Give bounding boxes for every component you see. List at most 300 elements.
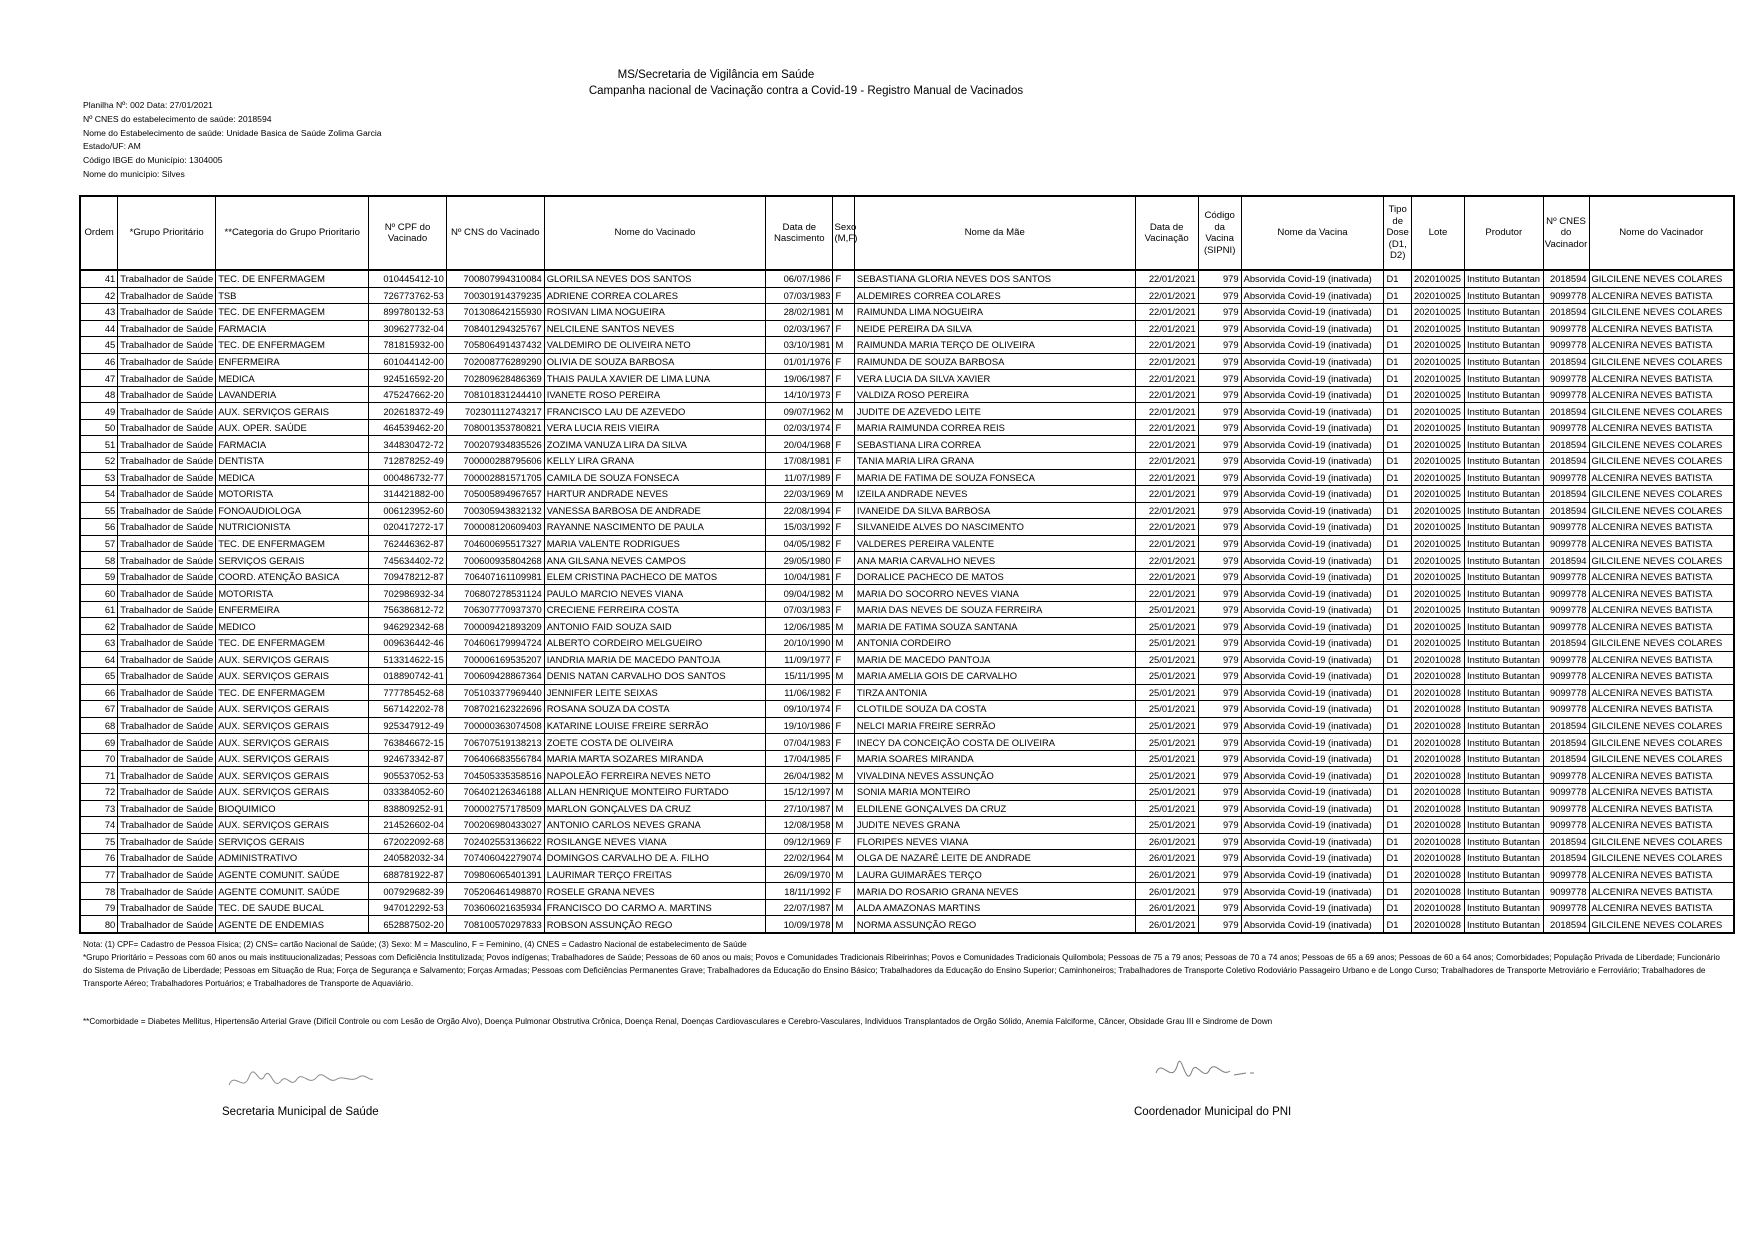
cell-tipo-dose: D1 bbox=[1384, 585, 1412, 602]
cell-cnes-vacinador: 9099778 bbox=[1543, 767, 1589, 784]
cell-cnes-vacinador: 9099778 bbox=[1543, 535, 1589, 552]
table-row bbox=[80, 883, 1734, 900]
col-nome-vacinador: Nome do Vacinador bbox=[1589, 196, 1734, 270]
cell-lote: 202010025 bbox=[1411, 270, 1464, 287]
cell-produtor: Instituto Butantan bbox=[1465, 734, 1544, 751]
cell-nascimento: 09/12/1969 bbox=[766, 833, 833, 850]
cell-nome-vacina: Absorvida Covid-19 (inativada) bbox=[1241, 320, 1384, 337]
cell-codigo-vacina: 979 bbox=[1198, 419, 1241, 436]
cell-nome-vacinado: ANTONIO FAID SOUZA SAID bbox=[544, 618, 765, 635]
col-cnes-vacinador: Nº CNES do Vacinador bbox=[1543, 196, 1589, 270]
cell-grupo: Trabalhador de Saúde bbox=[118, 552, 216, 569]
cell-lote: 202010025 bbox=[1411, 370, 1464, 387]
cell-tipo-dose: D1 bbox=[1384, 453, 1412, 470]
cell-sexo: M bbox=[833, 899, 854, 916]
cell-cns: 705005894967657 bbox=[446, 486, 544, 503]
cell-nascimento: 28/02/1981 bbox=[766, 304, 833, 321]
cell-nome-mae: OLGA DE NAZARÉ LEITE DE ANDRADE bbox=[854, 850, 1135, 867]
cell-produtor: Instituto Butantan bbox=[1465, 684, 1544, 701]
cell-nome-vacina: Absorvida Covid-19 (inativada) bbox=[1241, 717, 1384, 734]
cell-produtor: Instituto Butantan bbox=[1465, 916, 1544, 933]
cell-cns: 708100570297833 bbox=[446, 916, 544, 933]
cell-nascimento: 07/03/1983 bbox=[766, 601, 833, 618]
cell-nome-vacina: Absorvida Covid-19 (inativada) bbox=[1241, 800, 1384, 817]
cell-nascimento: 09/07/1962 bbox=[766, 403, 833, 420]
cell-cns: 708001353780821 bbox=[446, 419, 544, 436]
cell-ordem: 65 bbox=[80, 668, 118, 685]
cell-nome-vacina: Absorvida Covid-19 (inativada) bbox=[1241, 304, 1384, 321]
cell-ordem: 46 bbox=[80, 353, 118, 370]
cell-lote: 202010028 bbox=[1411, 866, 1464, 883]
cell-cpf: 762446362-87 bbox=[369, 535, 447, 552]
table-row bbox=[80, 601, 1734, 618]
cell-lote: 202010028 bbox=[1411, 899, 1464, 916]
cell-cpf: 567142202-78 bbox=[369, 701, 447, 718]
cell-nascimento: 20/04/1968 bbox=[766, 436, 833, 453]
cell-grupo: Trabalhador de Saúde bbox=[118, 568, 216, 585]
cell-cns: 706307770937370 bbox=[446, 601, 544, 618]
cell-categoria: MOTORISTA bbox=[216, 486, 369, 503]
cell-nome-vacinado: ROSANA SOUZA DA COSTA bbox=[544, 701, 765, 718]
cell-nome-mae: SONIA MARIA MONTEIRO bbox=[854, 783, 1135, 800]
cell-data-vacinacao: 25/01/2021 bbox=[1135, 817, 1198, 834]
cell-nome-vacinado: MARIA MARTA SOZARES MIRANDA bbox=[544, 750, 765, 767]
cell-nome-mae: RAIMUNDA DE SOUZA BARBOSA bbox=[854, 353, 1135, 370]
table-row bbox=[80, 436, 1734, 453]
cell-cpf: 726773762-53 bbox=[369, 287, 447, 304]
cell-categoria: SERVIÇOS GERAIS bbox=[216, 833, 369, 850]
cell-ordem: 42 bbox=[80, 287, 118, 304]
cell-cnes-vacinador: 9099778 bbox=[1543, 601, 1589, 618]
cell-data-vacinacao: 22/01/2021 bbox=[1135, 270, 1198, 287]
signature-right-image bbox=[1150, 1053, 1260, 1093]
cell-ordem: 80 bbox=[80, 916, 118, 933]
cell-grupo: Trabalhador de Saúde bbox=[118, 585, 216, 602]
cell-nome-vacinador: GILCILENE NEVES COLARES bbox=[1589, 304, 1734, 321]
cell-nome-vacinador: ALCENIRA NEVES BATISTA bbox=[1589, 287, 1734, 304]
table-row bbox=[80, 916, 1734, 933]
cell-nome-vacina: Absorvida Covid-19 (inativada) bbox=[1241, 668, 1384, 685]
table-row bbox=[80, 701, 1734, 718]
cell-grupo: Trabalhador de Saúde bbox=[118, 750, 216, 767]
cell-nome-vacina: Absorvida Covid-19 (inativada) bbox=[1241, 419, 1384, 436]
cell-cpf: 924516592-20 bbox=[369, 370, 447, 387]
table-row bbox=[80, 833, 1734, 850]
cell-nome-vacinador: ALCENIRA NEVES BATISTA bbox=[1589, 386, 1734, 403]
cell-nome-vacinado: ALLAN HENRIQUE MONTEIRO FURTADO bbox=[544, 783, 765, 800]
cell-ordem: 47 bbox=[80, 370, 118, 387]
cell-nascimento: 17/04/1985 bbox=[766, 750, 833, 767]
cell-grupo: Trabalhador de Saúde bbox=[118, 850, 216, 867]
cell-produtor: Instituto Butantan bbox=[1465, 800, 1544, 817]
note-grupo-prioritario: *Grupo Prioritário = Pessoas com 60 anos ou mais instituucionalizadas; Pessoas com Deficiência Institulizada; Povos indígenas; Trabalhadores de Saúde; Pessoas de 60 anos ou mais; Povos e Comunidades Tradicionais Ribeirinhas; Povos e Comunidades Tradicionais Quilombola; Pessoas de 75 a 79 anos; Pessoas de 70 a 74 anos; Pessoas de 65 a 69 anos; Pessoas de 60 a 64 anos; Comorbidades; População Privada de Liberdade; Funcionário do Sistema de Privação de Liberdade; Pessoas em Situação de Rua; Força de Segurança e Salvamento; Forças Armadas; Pessoas com Deficiências Permanentes Grave; Trabalhadores da Educação do Ensino Básico; Trabalhadores da Educação do Ensino Superior; Caminhoneiros; Trabalhadores de Transporte Coletivo Rodoviário Passageiro Urbano e de Longo Curso; Trabalhadores de Transporte Metroviário e Ferroviário; Trabalhadores de Transporte Aéreo; Trabalhadores Portuários; e Trabalhadores de Transporte de Aquaviário. bbox=[83, 953, 1720, 988]
cell-cnes-vacinador: 9099778 bbox=[1543, 800, 1589, 817]
cell-grupo: Trabalhador de Saúde bbox=[118, 287, 216, 304]
cell-nascimento: 01/01/1976 bbox=[766, 353, 833, 370]
cell-categoria: AGENTE DE ENDEMIAS bbox=[216, 916, 369, 933]
cell-nome-vacinador: ALCENIRA NEVES BATISTA bbox=[1589, 899, 1734, 916]
cell-nascimento: 02/03/1967 bbox=[766, 320, 833, 337]
cell-tipo-dose: D1 bbox=[1384, 469, 1412, 486]
vaccination-table bbox=[79, 195, 1735, 934]
col-nome-vacina: Nome da Vacina bbox=[1241, 196, 1384, 270]
cell-tipo-dose: D1 bbox=[1384, 817, 1412, 834]
cell-sexo: F bbox=[833, 833, 854, 850]
cell-ordem: 58 bbox=[80, 552, 118, 569]
cell-cns: 700002757178509 bbox=[446, 800, 544, 817]
cell-nome-mae: JUDITE NEVES GRANA bbox=[854, 817, 1135, 834]
cell-cns: 700002881571705 bbox=[446, 469, 544, 486]
cell-nome-vacinado: JENNIFER LEITE SEIXAS bbox=[544, 684, 765, 701]
cell-ordem: 49 bbox=[80, 403, 118, 420]
cell-codigo-vacina: 979 bbox=[1198, 337, 1241, 354]
cell-ordem: 66 bbox=[80, 684, 118, 701]
cell-nome-vacinado: IANDRIA MARIA DE MACEDO PANTOJA bbox=[544, 651, 765, 668]
col-produtor: Produtor bbox=[1465, 196, 1544, 270]
cell-nome-vacinador: ALCENIRA NEVES BATISTA bbox=[1589, 817, 1734, 834]
cell-lote: 202010025 bbox=[1411, 635, 1464, 652]
signature-left-image bbox=[225, 1063, 375, 1097]
cell-nome-vacinado: LAURIMAR TERÇO FREITAS bbox=[544, 866, 765, 883]
cell-sexo: M bbox=[833, 817, 854, 834]
cell-cpf: 709478212-87 bbox=[369, 568, 447, 585]
cell-data-vacinacao: 22/01/2021 bbox=[1135, 486, 1198, 503]
cell-cnes-vacinador: 9099778 bbox=[1543, 783, 1589, 800]
cell-nome-vacinado: ZOZIMA VANUZA LIRA DA SILVA bbox=[544, 436, 765, 453]
cell-cnes-vacinador: 9099778 bbox=[1543, 337, 1589, 354]
cell-categoria: AUX. SERVIÇOS GERAIS bbox=[216, 651, 369, 668]
cell-produtor: Instituto Butantan bbox=[1465, 436, 1544, 453]
cell-nome-vacina: Absorvida Covid-19 (inativada) bbox=[1241, 502, 1384, 519]
cell-nome-mae: DORALICE PACHECO DE MATOS bbox=[854, 568, 1135, 585]
cell-nome-vacinado: CAMILA DE SOUZA FONSECA bbox=[544, 469, 765, 486]
cell-cnes-vacinador: 9099778 bbox=[1543, 320, 1589, 337]
cell-lote: 202010025 bbox=[1411, 320, 1464, 337]
cell-produtor: Instituto Butantan bbox=[1465, 750, 1544, 767]
cell-nome-vacina: Absorvida Covid-19 (inativada) bbox=[1241, 916, 1384, 933]
cell-grupo: Trabalhador de Saúde bbox=[118, 883, 216, 900]
cell-sexo: F bbox=[833, 453, 854, 470]
cell-categoria: MEDICO bbox=[216, 618, 369, 635]
cell-produtor: Instituto Butantan bbox=[1465, 833, 1544, 850]
cell-nome-vacinado: FRANCISCO DO CARMO A. MARTINS bbox=[544, 899, 765, 916]
cell-produtor: Instituto Butantan bbox=[1465, 353, 1544, 370]
cell-nascimento: 09/10/1974 bbox=[766, 701, 833, 718]
cell-codigo-vacina: 979 bbox=[1198, 734, 1241, 751]
cell-tipo-dose: D1 bbox=[1384, 783, 1412, 800]
cell-cpf: 309627732-04 bbox=[369, 320, 447, 337]
col-grupo: *Grupo Prioritário bbox=[118, 196, 216, 270]
cell-produtor: Instituto Butantan bbox=[1465, 783, 1544, 800]
cell-data-vacinacao: 22/01/2021 bbox=[1135, 287, 1198, 304]
cell-lote: 202010025 bbox=[1411, 337, 1464, 354]
cell-data-vacinacao: 22/01/2021 bbox=[1135, 552, 1198, 569]
cell-nome-vacinador: ALCENIRA NEVES BATISTA bbox=[1589, 866, 1734, 883]
cell-nome-vacinador: GILCILENE NEVES COLARES bbox=[1589, 916, 1734, 933]
cell-lote: 202010028 bbox=[1411, 817, 1464, 834]
cell-cnes-vacinador: 9099778 bbox=[1543, 701, 1589, 718]
cell-categoria: AGENTE COMUNIT. SAÚDE bbox=[216, 866, 369, 883]
cell-data-vacinacao: 25/01/2021 bbox=[1135, 800, 1198, 817]
cell-nascimento: 07/03/1983 bbox=[766, 287, 833, 304]
cell-cnes-vacinador: 9099778 bbox=[1543, 386, 1589, 403]
cell-data-vacinacao: 25/01/2021 bbox=[1135, 734, 1198, 751]
cell-nome-mae: INECY DA CONCEIÇÃO COSTA DE OLIVEIRA bbox=[854, 734, 1135, 751]
cell-nome-vacinador: ALCENIRA NEVES BATISTA bbox=[1589, 370, 1734, 387]
col-sexo: Sexo (M,F) bbox=[833, 196, 854, 270]
header-line-2: Campanha nacional de Vacinação contra a Covid-19 - Registro Manual de Vacinados bbox=[588, 85, 1024, 97]
cell-produtor: Instituto Butantan bbox=[1465, 817, 1544, 834]
cell-grupo: Trabalhador de Saúde bbox=[118, 899, 216, 916]
cell-produtor: Instituto Butantan bbox=[1465, 386, 1544, 403]
cell-grupo: Trabalhador de Saúde bbox=[118, 270, 216, 287]
cell-tipo-dose: D1 bbox=[1384, 287, 1412, 304]
cell-tipo-dose: D1 bbox=[1384, 486, 1412, 503]
cell-cns: 701308642155930 bbox=[446, 304, 544, 321]
cell-codigo-vacina: 979 bbox=[1198, 717, 1241, 734]
cell-codigo-vacina: 979 bbox=[1198, 552, 1241, 569]
cell-cpf: 899780132-53 bbox=[369, 304, 447, 321]
table-row bbox=[80, 287, 1734, 304]
cell-nome-mae: MARIA DO ROSARIO GRANA NEVES bbox=[854, 883, 1135, 900]
cell-nome-vacina: Absorvida Covid-19 (inativada) bbox=[1241, 519, 1384, 536]
cell-lote: 202010025 bbox=[1411, 535, 1464, 552]
cell-nascimento: 29/05/1980 bbox=[766, 552, 833, 569]
cell-sexo: M bbox=[833, 767, 854, 784]
cell-nome-vacinado: VERA LUCIA REIS VIEIRA bbox=[544, 419, 765, 436]
cell-cns: 704606179994724 bbox=[446, 635, 544, 652]
cell-grupo: Trabalhador de Saúde bbox=[118, 436, 216, 453]
cell-cns: 700009421893209 bbox=[446, 618, 544, 635]
cell-produtor: Instituto Butantan bbox=[1465, 883, 1544, 900]
cell-nome-vacinador: GILCILENE NEVES COLARES bbox=[1589, 750, 1734, 767]
cell-sexo: M bbox=[833, 635, 854, 652]
cell-categoria: FONOAUDIOLOGA bbox=[216, 502, 369, 519]
cell-nome-vacina: Absorvida Covid-19 (inativada) bbox=[1241, 453, 1384, 470]
cell-sexo: M bbox=[833, 486, 854, 503]
cell-cns: 706407161109981 bbox=[446, 568, 544, 585]
cell-nome-vacina: Absorvida Covid-19 (inativada) bbox=[1241, 783, 1384, 800]
cell-nome-vacina: Absorvida Covid-19 (inativada) bbox=[1241, 684, 1384, 701]
cell-codigo-vacina: 979 bbox=[1198, 916, 1241, 933]
cell-nascimento: 22/08/1994 bbox=[766, 502, 833, 519]
cell-nome-vacina: Absorvida Covid-19 (inativada) bbox=[1241, 833, 1384, 850]
cell-categoria: TEC. DE ENFERMAGEM bbox=[216, 535, 369, 552]
cell-cns: 707406042279074 bbox=[446, 850, 544, 867]
cell-grupo: Trabalhador de Saúde bbox=[118, 320, 216, 337]
cell-nome-vacinado: ROSELE GRANA NEVES bbox=[544, 883, 765, 900]
cell-lote: 202010028 bbox=[1411, 717, 1464, 734]
cell-cpf: 745634402-72 bbox=[369, 552, 447, 569]
cell-ordem: 48 bbox=[80, 386, 118, 403]
cell-produtor: Instituto Butantan bbox=[1465, 320, 1544, 337]
cell-nome-mae: SEBASTIANA GLORIA NEVES DOS SANTOS bbox=[854, 270, 1135, 287]
cell-nome-vacinador: GILCILENE NEVES COLARES bbox=[1589, 353, 1734, 370]
cell-categoria: AGENTE COMUNIT. SAÚDE bbox=[216, 883, 369, 900]
cell-data-vacinacao: 22/01/2021 bbox=[1135, 568, 1198, 585]
cell-grupo: Trabalhador de Saúde bbox=[118, 817, 216, 834]
cell-cnes-vacinador: 9099778 bbox=[1543, 287, 1589, 304]
cell-categoria: TEC. DE ENFERMAGEM bbox=[216, 337, 369, 354]
cell-nascimento: 19/06/1987 bbox=[766, 370, 833, 387]
cell-nome-vacinado: GLORILSA NEVES DOS SANTOS bbox=[544, 270, 765, 287]
cell-nome-mae: MARIA DE FATIMA DE SOUZA FONSECA bbox=[854, 469, 1135, 486]
cell-categoria: ADMINISTRATIVO bbox=[216, 850, 369, 867]
cell-lote: 202010025 bbox=[1411, 601, 1464, 618]
cell-tipo-dose: D1 bbox=[1384, 684, 1412, 701]
cell-categoria: BIOQUIMICO bbox=[216, 800, 369, 817]
cell-codigo-vacina: 979 bbox=[1198, 701, 1241, 718]
cell-lote: 202010025 bbox=[1411, 469, 1464, 486]
cell-nome-vacinador: ALCENIRA NEVES BATISTA bbox=[1589, 320, 1734, 337]
cell-nome-mae: ANTONIA CORDEIRO bbox=[854, 635, 1135, 652]
cell-ordem: 69 bbox=[80, 734, 118, 751]
cell-nome-mae: NORMA ASSUNÇÃO REGO bbox=[854, 916, 1135, 933]
cell-tipo-dose: D1 bbox=[1384, 899, 1412, 916]
cell-data-vacinacao: 25/01/2021 bbox=[1135, 767, 1198, 784]
cell-tipo-dose: D1 bbox=[1384, 833, 1412, 850]
cell-nome-vacina: Absorvida Covid-19 (inativada) bbox=[1241, 883, 1384, 900]
cell-tipo-dose: D1 bbox=[1384, 800, 1412, 817]
col-ordem: Ordem bbox=[80, 196, 118, 270]
cell-data-vacinacao: 25/01/2021 bbox=[1135, 750, 1198, 767]
col-codigo-vacina: Código da Vacina (SIPNI) bbox=[1198, 196, 1241, 270]
cell-lote: 202010025 bbox=[1411, 453, 1464, 470]
cell-tipo-dose: D1 bbox=[1384, 386, 1412, 403]
cell-cnes-vacinador: 9099778 bbox=[1543, 817, 1589, 834]
cell-nome-vacinador: ALCENIRA NEVES BATISTA bbox=[1589, 883, 1734, 900]
table-row bbox=[80, 750, 1734, 767]
cell-nome-mae: NELCI MARIA FREIRE SERRÃO bbox=[854, 717, 1135, 734]
cell-cpf: 925347912-49 bbox=[369, 717, 447, 734]
cell-codigo-vacina: 979 bbox=[1198, 750, 1241, 767]
signature-right-label: Coordenador Municipal do PNI bbox=[1134, 1106, 1292, 1118]
cell-nome-vacinador: ALCENIRA NEVES BATISTA bbox=[1589, 535, 1734, 552]
cell-ordem: 67 bbox=[80, 701, 118, 718]
cell-tipo-dose: D1 bbox=[1384, 320, 1412, 337]
cell-produtor: Instituto Butantan bbox=[1465, 635, 1544, 652]
cell-nome-vacinado: ADRIENE CORREA COLARES bbox=[544, 287, 765, 304]
cell-cpf: 702986932-34 bbox=[369, 585, 447, 602]
cell-nome-mae: ANA MARIA CARVALHO NEVES bbox=[854, 552, 1135, 569]
cell-grupo: Trabalhador de Saúde bbox=[118, 370, 216, 387]
cell-data-vacinacao: 22/01/2021 bbox=[1135, 386, 1198, 403]
cell-nascimento: 09/04/1982 bbox=[766, 585, 833, 602]
cell-categoria: AUX. SERVIÇOS GERAIS bbox=[216, 817, 369, 834]
cell-cns: 706406683556784 bbox=[446, 750, 544, 767]
cell-categoria: DENTISTA bbox=[216, 453, 369, 470]
cell-nome-vacinado: OLIVIA DE SOUZA BARBOSA bbox=[544, 353, 765, 370]
col-categoria: **Categoria do Grupo Prioritario bbox=[216, 196, 369, 270]
cell-ordem: 43 bbox=[80, 304, 118, 321]
cell-produtor: Instituto Butantan bbox=[1465, 568, 1544, 585]
cell-nome-vacinado: ROSIVAN LIMA NOGUEIRA bbox=[544, 304, 765, 321]
table-row bbox=[80, 850, 1734, 867]
cell-nome-vacina: Absorvida Covid-19 (inativada) bbox=[1241, 403, 1384, 420]
table-row bbox=[80, 419, 1734, 436]
cell-cns: 700807994310084 bbox=[446, 270, 544, 287]
cell-cnes-vacinador: 2018594 bbox=[1543, 270, 1589, 287]
cell-categoria: MEDICA bbox=[216, 469, 369, 486]
cell-nome-mae: RAIMUNDA MARIA TERÇO DE OLIVEIRA bbox=[854, 337, 1135, 354]
cell-sexo: F bbox=[833, 568, 854, 585]
cell-sexo: F bbox=[833, 701, 854, 718]
cell-grupo: Trabalhador de Saúde bbox=[118, 635, 216, 652]
cell-codigo-vacina: 979 bbox=[1198, 353, 1241, 370]
cell-tipo-dose: D1 bbox=[1384, 734, 1412, 751]
cell-data-vacinacao: 22/01/2021 bbox=[1135, 337, 1198, 354]
cell-lote: 202010028 bbox=[1411, 734, 1464, 751]
cell-categoria: AUX. SERVIÇOS GERAIS bbox=[216, 734, 369, 751]
cell-codigo-vacina: 979 bbox=[1198, 850, 1241, 867]
cell-cns: 706807278531124 bbox=[446, 585, 544, 602]
cell-nome-vacinado: CRECIENE FERREIRA COSTA bbox=[544, 601, 765, 618]
cell-codigo-vacina: 979 bbox=[1198, 767, 1241, 784]
col-nome-vacinado: Nome do Vacinado bbox=[544, 196, 765, 270]
cell-cns: 704505335358516 bbox=[446, 767, 544, 784]
cell-cnes-vacinador: 2018594 bbox=[1543, 486, 1589, 503]
col-nome-mae: Nome da Mãe bbox=[854, 196, 1135, 270]
cell-nascimento: 07/04/1983 bbox=[766, 734, 833, 751]
cell-lote: 202010025 bbox=[1411, 502, 1464, 519]
cell-nome-mae: MARIA RAIMUNDA CORREA REIS bbox=[854, 419, 1135, 436]
cell-produtor: Instituto Butantan bbox=[1465, 866, 1544, 883]
cell-data-vacinacao: 22/01/2021 bbox=[1135, 419, 1198, 436]
cell-cns: 700207934835526 bbox=[446, 436, 544, 453]
cell-categoria: SERVIÇOS GERAIS bbox=[216, 552, 369, 569]
cell-nome-vacinador: GILCILENE NEVES COLARES bbox=[1589, 502, 1734, 519]
cell-cnes-vacinador: 9099778 bbox=[1543, 618, 1589, 635]
cell-cpf: 033384052-60 bbox=[369, 783, 447, 800]
cell-codigo-vacina: 979 bbox=[1198, 684, 1241, 701]
cell-produtor: Instituto Butantan bbox=[1465, 304, 1544, 321]
cell-nome-vacinador: ALCENIRA NEVES BATISTA bbox=[1589, 800, 1734, 817]
cell-cpf: 763846672-15 bbox=[369, 734, 447, 751]
cell-nome-vacinado: ROBSON ASSUNÇÃO REGO bbox=[544, 916, 765, 933]
cell-sexo: F bbox=[833, 370, 854, 387]
cell-sexo: F bbox=[833, 436, 854, 453]
cell-nome-vacina: Absorvida Covid-19 (inativada) bbox=[1241, 734, 1384, 751]
col-cns: Nº CNS do Vacinado bbox=[446, 196, 544, 270]
table-row bbox=[80, 552, 1734, 569]
table-row bbox=[80, 502, 1734, 519]
cell-cnes-vacinador: 2018594 bbox=[1543, 833, 1589, 850]
cell-ordem: 73 bbox=[80, 800, 118, 817]
cell-cnes-vacinador: 9099778 bbox=[1543, 883, 1589, 900]
cell-tipo-dose: D1 bbox=[1384, 601, 1412, 618]
cell-codigo-vacina: 979 bbox=[1198, 453, 1241, 470]
cell-nascimento: 10/04/1981 bbox=[766, 568, 833, 585]
cell-cns: 700206980433027 bbox=[446, 817, 544, 834]
cell-produtor: Instituto Butantan bbox=[1465, 419, 1544, 436]
cell-data-vacinacao: 26/01/2021 bbox=[1135, 850, 1198, 867]
cell-nome-vacinado: VANESSA BARBOSA DE ANDRADE bbox=[544, 502, 765, 519]
cell-tipo-dose: D1 bbox=[1384, 519, 1412, 536]
cell-nome-vacinado: ALBERTO CORDEIRO MELGUEIRO bbox=[544, 635, 765, 652]
cell-cpf: 020417272-17 bbox=[369, 519, 447, 536]
cell-grupo: Trabalhador de Saúde bbox=[118, 767, 216, 784]
cell-nome-mae: IZEILA ANDRADE NEVES bbox=[854, 486, 1135, 503]
cell-nome-mae: VALDERES PEREIRA VALENTE bbox=[854, 535, 1135, 552]
cell-grupo: Trabalhador de Saúde bbox=[118, 419, 216, 436]
cell-cpf: 240582032-34 bbox=[369, 850, 447, 867]
cell-nascimento: 11/06/1982 bbox=[766, 684, 833, 701]
cell-codigo-vacina: 979 bbox=[1198, 535, 1241, 552]
cell-ordem: 45 bbox=[80, 337, 118, 354]
cell-grupo: Trabalhador de Saúde bbox=[118, 916, 216, 933]
table-row bbox=[80, 403, 1734, 420]
cell-lote: 202010025 bbox=[1411, 568, 1464, 585]
